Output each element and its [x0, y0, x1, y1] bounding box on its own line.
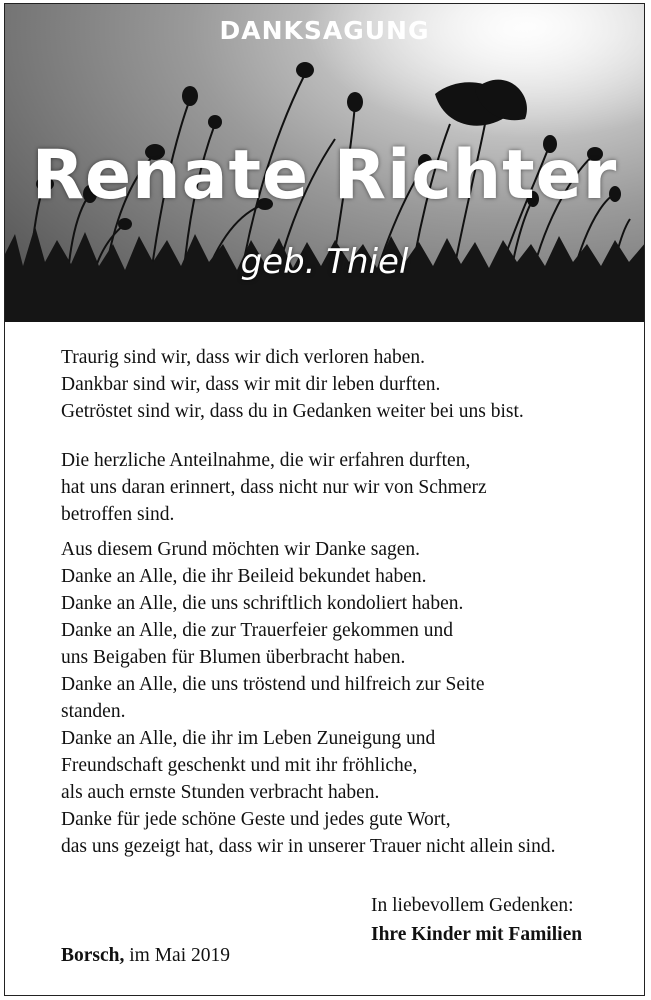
family-signature: Ihre Kinder mit Familien	[371, 924, 583, 945]
text-line: Danke an Alle, die uns tröstend und hilfreich zur Seite	[61, 674, 485, 695]
place-date	[61, 945, 230, 967]
text-line: hat uns daran erinnert, dass nicht nur wir von Schmerz	[61, 477, 487, 498]
closing-signature	[371, 891, 631, 949]
text-line: Danke an Alle, die zur Trauerfeier gekommen und	[61, 620, 454, 641]
text-line: Aus diesem Grund möchten wir Danke sagen.	[61, 539, 421, 560]
date-text: im Mai 2019	[129, 945, 230, 966]
deceased-name: Renate Richter	[31, 136, 618, 215]
message-body	[61, 344, 621, 860]
text-line: Danke an Alle, die ihr im Leben Zuneigung und	[61, 728, 436, 749]
text-line: Danke an Alle, die uns schriftlich kondoliert haben.	[61, 593, 464, 614]
text-line: Danke an Alle, die ihr Beileid bekundet haben.	[61, 566, 427, 587]
header-photo	[5, 4, 644, 322]
text-line: Dankbar sind wir, dass wir mit dir leben durften.	[61, 374, 441, 395]
text-line: Freundschaft geschenkt und mit ihr fröhliche,	[61, 755, 418, 776]
closing-line: In liebevollem Gedenken:	[371, 895, 574, 916]
kicker-title: DANKSAGUNG	[219, 16, 430, 45]
place-town: Borsch,	[61, 945, 125, 966]
obituary-card	[4, 3, 645, 996]
text-line: betroffen sind.	[61, 504, 175, 525]
maiden-name: geb. Thiel	[240, 242, 409, 282]
text-line: standen.	[61, 701, 126, 722]
text-line: Die herzliche Anteilnahme, die wir erfahren durften,	[61, 450, 471, 471]
text-line: Getröstet sind wir, dass du in Gedanken weiter bei uns bist.	[61, 401, 524, 422]
text-line: uns Beigaben für Blumen überbracht haben.	[61, 647, 406, 668]
text-line: Danke für jede schöne Geste und jedes gute Wort,	[61, 809, 451, 830]
text-line: Traurig sind wir, dass wir dich verloren haben.	[61, 347, 426, 368]
text-line: als auch ernste Stunden verbracht haben.	[61, 782, 380, 803]
text-line: das uns gezeigt hat, dass wir in unserer Trauer nicht allein sind.	[61, 836, 556, 857]
